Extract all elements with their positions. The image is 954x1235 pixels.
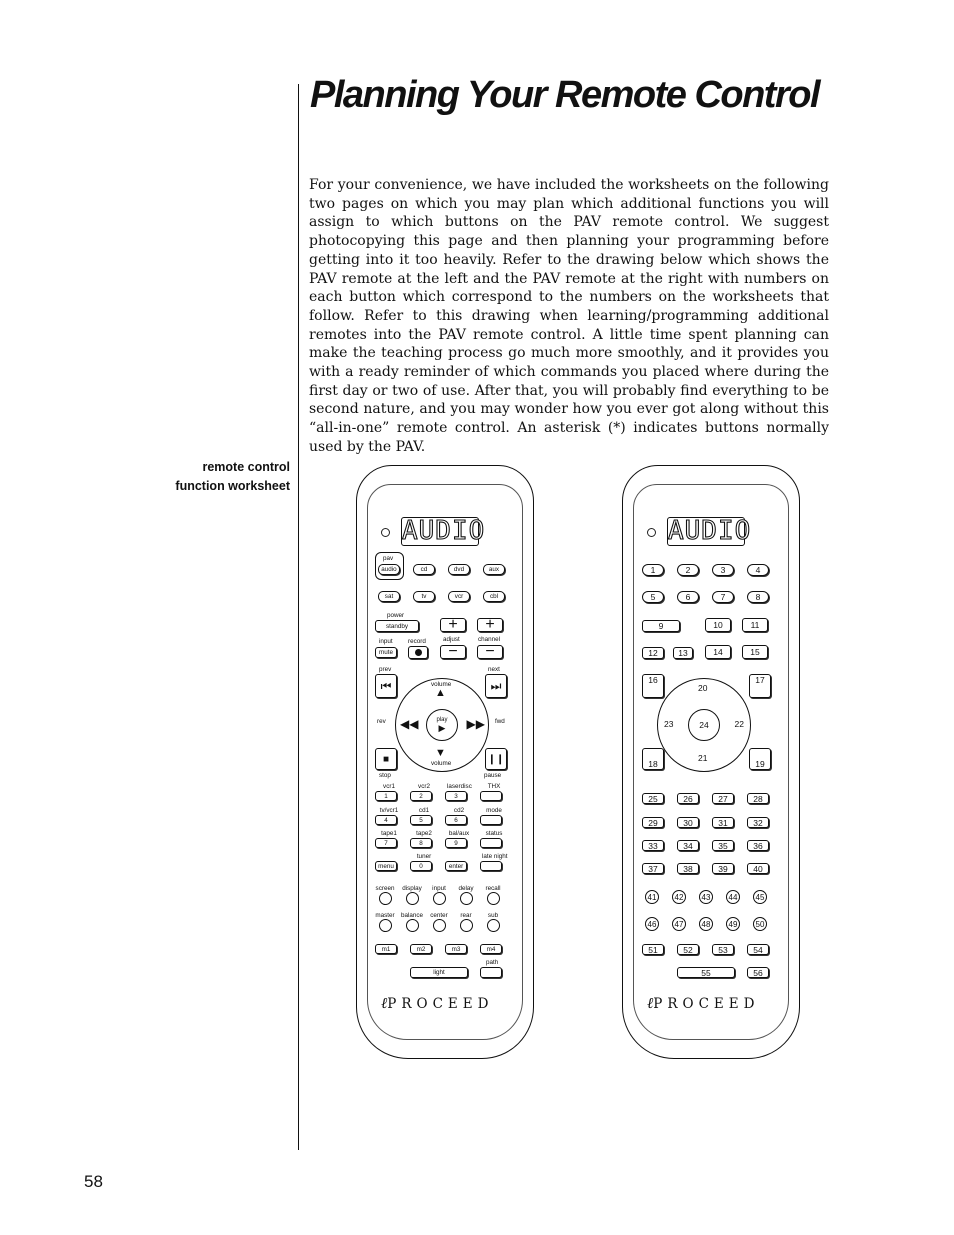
round-row2-label: center [430, 912, 448, 919]
wheel-left-number: 23 [664, 719, 674, 729]
sidebar-line-1: remote control [202, 460, 290, 474]
numbered-button[interactable]: 14 [705, 645, 731, 659]
keypad-button[interactable] [480, 861, 502, 871]
power-label: power [387, 612, 405, 619]
transport-wheel[interactable] [395, 678, 489, 772]
volume-down-label: volume [431, 760, 452, 767]
numbered-button[interactable]: 36 [747, 840, 769, 851]
mute-button[interactable]: mute [375, 647, 397, 658]
round-row2-button[interactable] [460, 919, 473, 932]
keypad-label: laserdisc [447, 783, 472, 790]
numbered-button[interactable]: 51 [642, 944, 664, 955]
numbered-button[interactable]: 26 [677, 793, 699, 804]
play-icon: ▶ [438, 722, 446, 733]
round-row2-button[interactable] [379, 919, 392, 932]
numbered-button[interactable]: 8 [747, 591, 769, 603]
record-button[interactable] [408, 646, 428, 659]
numbered-button[interactable]: 55 [677, 967, 735, 978]
numbered-button[interactable]: 17 [749, 674, 771, 698]
led-indicator [381, 528, 390, 537]
numbered-button[interactable]: 15 [742, 645, 768, 659]
keypad-label: vcr2 [418, 783, 430, 790]
intro-paragraph: For your convenience, we have included the worksheets on the following two pages on which you may plan which additional functions you will assign to which buttons on the PAV remote control. We suggest photocopying this page and then planning your programming before getting into it too heavily. Refer to the drawing below which shows the PAV remote at the left and the PAV remote at the right with numbers on each button which correspond to the numbers on the worksheets that follow. Refer to this drawing when learning/programming additional remotes into the PAV remote control. A little time spent planning can make the teaching process go much more smoothly, and it provides you with a ready reminder of which commands you placed where during the first day or two of use. After that, you will probably find everything to be second nature, and you may wonder how you ever got along without this “all-in-one” remote control. An asterisk (*) indicates buttons normally used by the PAV. [309, 177, 829, 455]
numbered-round-button[interactable]: 50 [753, 917, 767, 931]
round-row2-button[interactable] [487, 919, 500, 932]
input-label: input [379, 638, 393, 645]
numbered-button[interactable]: 38 [677, 863, 699, 874]
numbered-button[interactable]: 28 [747, 793, 769, 804]
keypad-button[interactable]: 3 [445, 791, 467, 801]
adjust-down-button[interactable]: − [440, 645, 466, 659]
numbered-button[interactable]: 10 [705, 618, 731, 632]
source-sat-button[interactable]: sat [378, 591, 400, 602]
volume-down-arrow-icon: ▼ [435, 747, 446, 759]
standby-button[interactable]: standby [375, 620, 419, 632]
remote-right-drawing [622, 465, 800, 1059]
numbered-button[interactable]: 30 [677, 817, 699, 828]
numbered-button[interactable]: 11 [742, 618, 768, 632]
record-label: record [408, 638, 426, 645]
numbered-button[interactable]: 9 [642, 620, 680, 632]
source-dvd-button[interactable]: dvd [448, 564, 470, 575]
numbered-button[interactable]: 2 [677, 564, 699, 576]
fwd-arrow-icon: ▶▶ [466, 717, 485, 731]
macro-button[interactable]: m3 [445, 944, 467, 954]
numbered-button[interactable]: 56 [747, 967, 769, 978]
keypad-button[interactable]: 1 [375, 791, 397, 801]
path-button[interactable] [480, 967, 502, 978]
path-label: path [486, 959, 499, 966]
numbered-round-button[interactable]: 45 [753, 890, 767, 904]
round-row1-label: delay [458, 885, 474, 892]
wheel-center-number[interactable]: 24 [688, 709, 720, 741]
round-row2-button[interactable] [433, 919, 446, 932]
numbered-round-button[interactable]: 44 [726, 890, 740, 904]
round-row1-button[interactable] [487, 892, 500, 905]
numbered-button[interactable]: 4 [747, 564, 769, 576]
keypad-button[interactable]: 9 [445, 838, 467, 848]
play-label: play [436, 716, 448, 723]
numbered-button[interactable]: 19 [749, 748, 771, 770]
keypad-button[interactable]: 4 [375, 815, 397, 825]
lcd-display: AUDIO [668, 516, 752, 546]
prev-button[interactable]: ⏮ [375, 674, 397, 698]
page-title: Planning Your Remote Control [310, 74, 820, 116]
led-indicator [647, 528, 656, 537]
wheel-down-number: 21 [698, 753, 708, 763]
numbered-button[interactable]: 29 [642, 817, 664, 828]
numbered-button[interactable]: 27 [712, 793, 734, 804]
numbered-button[interactable]: 7 [712, 591, 734, 603]
page-number: 58 [84, 1172, 103, 1191]
numbered-round-button[interactable]: 49 [726, 917, 740, 931]
keypad-label: THX [487, 783, 501, 790]
source-tv-button[interactable]: tv [413, 591, 435, 602]
channel-down-button[interactable]: − [477, 645, 503, 659]
adjust-label: adjust [443, 636, 460, 643]
sidebar-heading [150, 458, 290, 496]
vertical-rule [298, 84, 299, 1150]
numbered-button[interactable]: 31 [712, 817, 734, 828]
keypad-label: cd2 [453, 807, 465, 814]
numbered-button[interactable]: 3 [712, 564, 734, 576]
keypad-button[interactable] [480, 838, 502, 848]
round-row2-label: balance [400, 912, 424, 919]
volume-up-arrow-icon: ▲ [435, 687, 446, 699]
numbered-button[interactable]: 39 [712, 863, 734, 874]
pause-label: pause [484, 772, 502, 779]
round-row1-button[interactable] [460, 892, 473, 905]
numbered-button[interactable]: 52 [677, 944, 699, 955]
source-aux-button[interactable]: aux [483, 564, 505, 575]
proceed-logo: ℓPROCEED [647, 994, 760, 1012]
source-vcr-button[interactable]: vcr [448, 591, 470, 602]
adjust-up-button[interactable]: + [440, 618, 466, 632]
remote-left-drawing [356, 465, 534, 1059]
macro-button[interactable]: m1 [375, 944, 397, 954]
keypad-button[interactable]: 8 [410, 838, 432, 848]
source-cd-button[interactable]: cd [413, 564, 435, 575]
round-row1-button[interactable] [379, 892, 392, 905]
keypad-button[interactable]: 6 [445, 815, 467, 825]
round-row1-label: input [432, 885, 446, 892]
volume-up-label: volume [431, 681, 452, 688]
keypad-label: cd1 [418, 807, 430, 814]
keypad-label: late night [482, 853, 508, 860]
keypad-button[interactable] [480, 791, 502, 801]
numbered-button[interactable]: 18 [642, 748, 664, 770]
macro-button[interactable]: m4 [480, 944, 502, 954]
rev-label: rev [377, 718, 386, 725]
keypad-label: mode [486, 807, 502, 814]
pav-label: pav [383, 555, 394, 562]
next-label: next [488, 666, 500, 673]
round-row2-label: master [375, 912, 395, 919]
round-row1-button[interactable] [406, 892, 419, 905]
keypad-label: tuner [416, 853, 432, 860]
round-row1-label: display [402, 885, 422, 892]
stop-label: stop [379, 772, 391, 779]
keypad-button[interactable] [480, 815, 502, 825]
pav-group-outline [375, 552, 404, 580]
keypad-button[interactable]: 2 [410, 791, 432, 801]
numbered-button[interactable]: 25 [642, 793, 664, 804]
numbered-round-button[interactable]: 48 [699, 917, 713, 931]
round-row2-label: rear [460, 912, 472, 919]
prev-label: prev [379, 666, 392, 673]
source-cbl-button[interactable]: cbl [483, 591, 505, 602]
macro-button[interactable]: m2 [410, 944, 432, 954]
keypad-label: tv/vcr1 [379, 807, 399, 814]
fwd-label: fwd [495, 718, 505, 725]
numbered-round-button[interactable]: 47 [672, 917, 686, 931]
round-row1-label: recall [485, 885, 501, 892]
numbered-round-button[interactable]: 42 [672, 890, 686, 904]
numbered-button[interactable]: 54 [747, 944, 769, 955]
source-audio-button[interactable]: audio [378, 564, 400, 575]
keypad-label: status [485, 830, 503, 837]
keypad-button[interactable]: 7 [375, 838, 397, 848]
numbered-round-button[interactable]: 43 [699, 890, 713, 904]
numbered-button[interactable]: 32 [747, 817, 769, 828]
pause-button[interactable]: ❙❙ [485, 748, 507, 770]
stop-button[interactable]: ■ [375, 748, 397, 770]
numbered-button[interactable]: 33 [642, 840, 664, 851]
play-button[interactable] [426, 709, 458, 741]
numbered-button[interactable]: 35 [712, 840, 734, 851]
keypad-label: bal/aux [448, 830, 470, 837]
numbered-round-button[interactable]: 41 [645, 890, 659, 904]
numbered-button[interactable]: 37 [642, 863, 664, 874]
numbered-button[interactable]: 40 [747, 863, 769, 874]
light-button[interactable]: light [410, 967, 468, 978]
keypad-button[interactable]: enter [445, 861, 467, 871]
numbered-button[interactable]: 5 [642, 591, 664, 603]
rev-arrow-icon: ◀◀ [400, 717, 419, 731]
wheel-right-number: 22 [734, 719, 744, 729]
wheel-up-number: 20 [698, 683, 708, 693]
keypad-label: tape2 [416, 830, 432, 837]
round-row1-button[interactable] [433, 892, 446, 905]
numbered-button[interactable]: 34 [677, 840, 699, 851]
numbered-button[interactable]: 12 [642, 647, 664, 659]
keypad-button[interactable]: 5 [410, 815, 432, 825]
keypad-label: tape1 [381, 830, 397, 837]
round-row2-label: sub [487, 912, 499, 919]
round-row2-button[interactable] [406, 919, 419, 932]
channel-up-button[interactable]: + [477, 618, 503, 632]
proceed-logo: ℓPROCEED [381, 994, 494, 1012]
numbered-button[interactable]: 1 [642, 564, 664, 576]
round-row1-label: screen [375, 885, 395, 892]
next-button[interactable]: ⏭ [485, 674, 507, 698]
numbered-button[interactable]: 16 [642, 674, 664, 698]
sidebar-line-2: function worksheet [175, 479, 290, 493]
keypad-button[interactable]: menu [375, 861, 397, 871]
numbered-button[interactable]: 13 [673, 647, 693, 659]
keypad-label: vcr1 [383, 783, 395, 790]
numbered-round-button[interactable]: 46 [645, 917, 659, 931]
keypad-button[interactable]: 0 [410, 861, 432, 871]
numbered-button[interactable]: 6 [677, 591, 699, 603]
channel-label: channel [478, 636, 501, 643]
numbered-button[interactable]: 53 [712, 944, 734, 955]
numbered-wheel[interactable] [657, 678, 751, 772]
lcd-display: AUDIO [402, 516, 486, 546]
